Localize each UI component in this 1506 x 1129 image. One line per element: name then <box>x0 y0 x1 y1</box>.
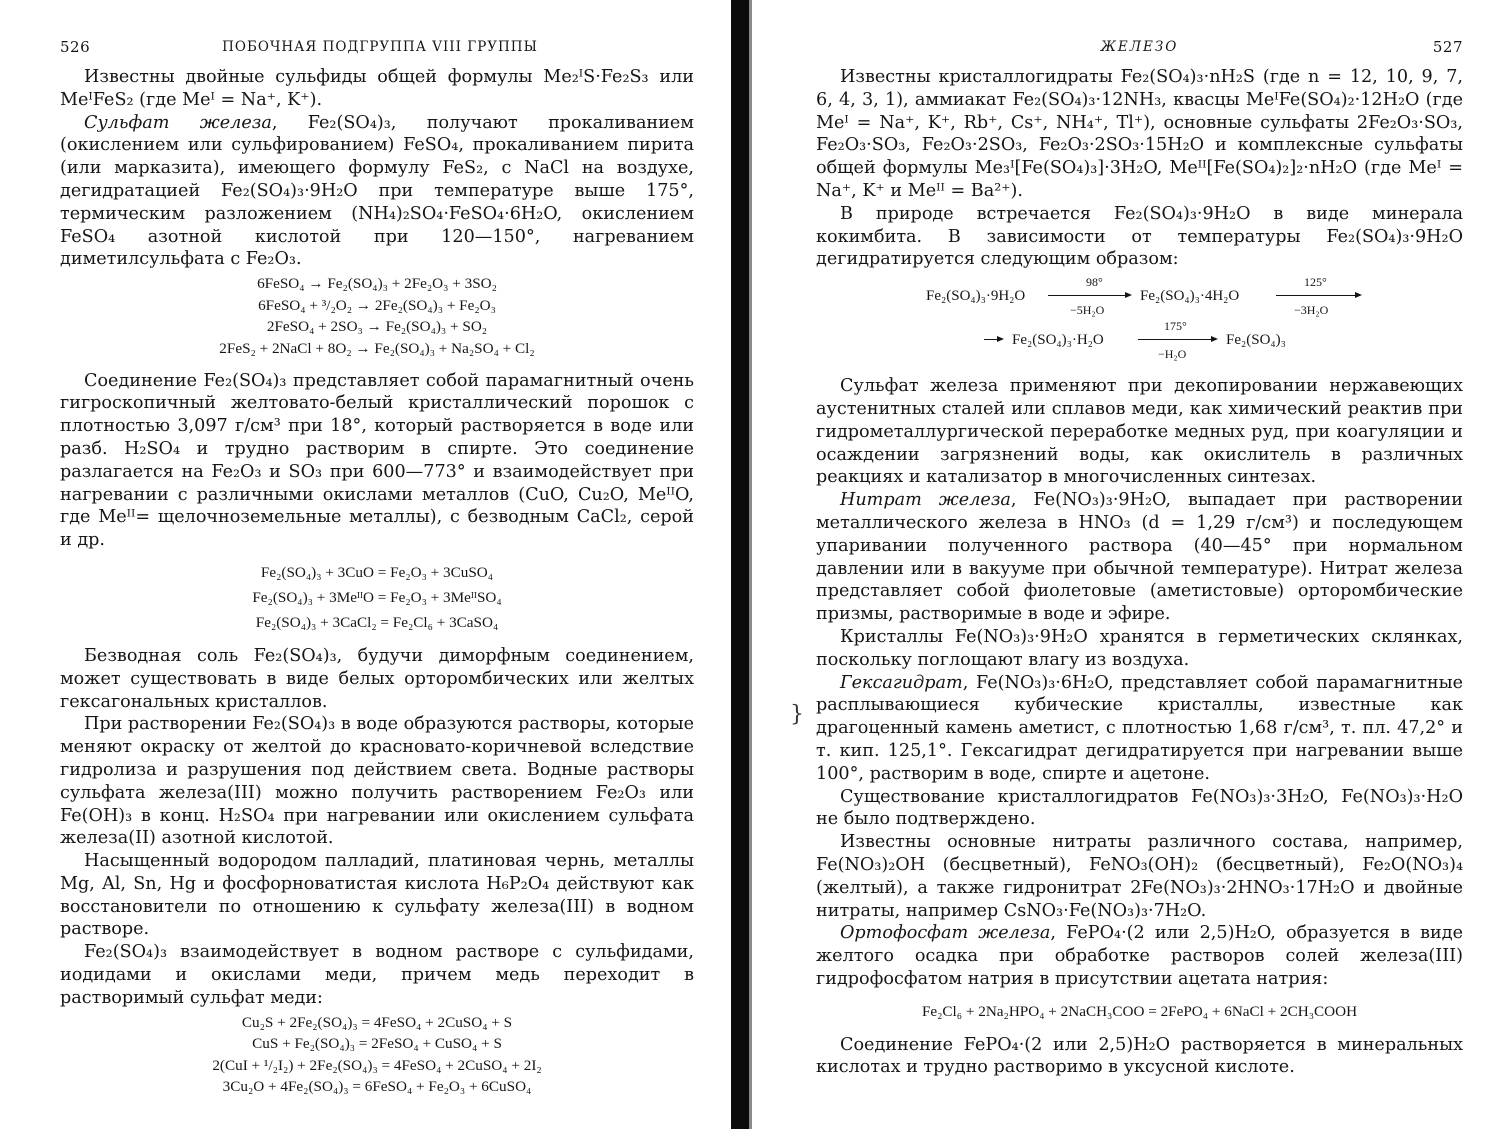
equation: 2(CuI + ¹/₂I₂) + 2Fe₂(SO₄)₃ = 4FeSO₄ + 2CuSO₄ + 2I₂ <box>212 1056 542 1074</box>
book-gutter-shadow <box>731 0 749 1129</box>
scheme-species: Fe₂(SO₄)₃ <box>1226 332 1286 349</box>
equation-block <box>60 1012 694 1098</box>
paragraph-text: , Fe(NO₃)₃·6H₂O, представляет собой парамагнитные расплывающиеся кубические кристаллы, известные как драгоценный камень аметист, с плотностью 1,68 г/см³, т. пл. 47,2° и т. кип. 125,1°. Гексагидрат дегидратируется при нагревании выше 100°, растворим в воде, спирте и ацетоне. <box>816 672 1463 784</box>
equation: 2FeSO₄ + 2SO₃ → Fe₂(SO₄)₃ + SO₂ <box>266 318 488 336</box>
left-page <box>60 32 694 1122</box>
right-page-body <box>816 66 1463 1079</box>
equation: Fe₂(SO₄)₃ + 3MeᴵᴵO = Fe₂O₃ + 3MeᴵᴵSO₄ <box>252 588 502 606</box>
left-page-header <box>60 32 694 66</box>
equation: 6FeSO₄ + ³/₂O₂ → 2Fe₂(SO₄)₃ + Fe₂O₃ <box>258 296 496 314</box>
equation-block <box>60 273 694 359</box>
equation-block <box>816 999 1463 1024</box>
equation: Cu₂S + 2Fe₂(SO₄)₃ = 4FeSO₄ + 2CuSO₄ + S <box>241 1013 513 1031</box>
term: Гексагидрат <box>840 672 963 693</box>
paragraph <box>60 112 694 272</box>
running-head: ЖЕЛЕЗО <box>1100 39 1179 55</box>
paragraph: Известны кристаллогидраты Fe₂(SO₄)₃·nH₂S (где n = 12, 10, 9, 7, 6, 4, 3, 1), аммиакат Fe₂(SO₄)₃·12NH₃, квасцы MeᴵFe(SO₄)₂·12H₂O (где Meᴵ = Na⁺, K⁺, Rb⁺, Cs⁺, NH₄⁺, Tl⁺), основные сульфаты 2Fe₂O₃·SO₃, Fe₂O₃·SO₃, Fe₂O₃·2SO₃, Fe₂O₃·2SO₃·15H₂O и комплексные сульфаты общей формулы Me₃ᴵ[Fe(SO₄)₃]·3H₂O, Meᴵᴵ[Fe(SO₄)₂]₂·nH₂O (где Meᴵ = Na⁺, K⁺ и Meᴵᴵ = Ba²⁺). <box>816 67 1463 201</box>
paragraph: Насыщенный водородом палладий, платиновая чернь, металлы Mg, Al, Sn, Hg и фосфорноватистая кислота H₆P₂O₄ действуют как восстановители по отношению к сульфату железа(III) в водном растворе. <box>60 851 694 940</box>
equation-block <box>60 560 694 635</box>
paragraph: Соединение FePO₄·(2 или 2,5)H₂O растворяется в минеральных кислотах и трудно растворимо в уксусной кислоте. <box>816 1034 1463 1078</box>
reaction-arrow <box>1138 339 1216 340</box>
pencil-margin-mark: } <box>790 702 804 727</box>
scheme-condition: −H₂O <box>1158 347 1187 362</box>
dehydration-scheme <box>816 277 1463 365</box>
equation: Fe₂(SO₄)₃ + 3CuO = Fe₂O₃ + 3CuSO₄ <box>260 563 494 581</box>
scheme-condition: 175° <box>1164 319 1187 334</box>
equation: 3Cu₂O + 4Fe₂(SO₄)₃ = 6FeSO₄ + Fe₂O₃ + 6CuSO₄ <box>222 1078 532 1096</box>
right-page <box>816 32 1463 1122</box>
scheme-species: Fe₂(SO₄)₃·9H₂O <box>926 288 1026 305</box>
term: Ортофосфат железа <box>840 923 1051 944</box>
scheme-condition: 98° <box>1086 275 1103 290</box>
right-page-header <box>816 32 1463 66</box>
paragraph-text: , Fe(NO₃)₃·9H₂O, выпадает при растворении металлического железа в HNO₃ (d = 1,29 г/см³) и последующем упаривании полученного раствора (40—45° при нормальном давлении или в вакууме при обычной температуре). Нитрат железа представляет собой фиолетовые (аметистовые) орторомбические призмы, растворимые в воде и эфире. <box>816 490 1463 625</box>
paragraph: Сульфат железа применяют при декопировании нержавеющих аустенитных сталей или сплавов меди, как химический реактив при гидрометаллургической переработке медных руд, при коагуляции и осаждении загрязнений воды, как окислитель в различных реакциях и катализатор в многочисленных синтезах. <box>816 376 1463 488</box>
paragraph: Соединение Fe₂(SO₄)₃ представляет собой парамагнитный очень гигроскопичный желтовато-белый кристаллический порошок с плотностью 3,097 г/см³ при 18°, который растворяется в воде или разб. H₂SO₄ и трудно растворим в спирте. Это соединение разлагается на Fe₂O₃ и SO₃ при 600—773° и взаимодействует при нагревании с различными окислами металлов (CuO, Cu₂O, MeᴵᴵO, где Meᴵᴵ= щелочноземельные металлы), с безводным CaCl₂, серой и др. <box>60 370 694 551</box>
paragraph: Fe₂(SO₄)₃ взаимодействует в водном растворе с сульфидами, иодидами и окислами меди, причем медь переходит в растворимый сульфат меди: <box>60 942 694 1008</box>
paragraph: Известны основные нитраты различного состава, например, Fe(NO₃)₂OH (бесцветный), FeNO₃(OH)₂ (бесцветный), Fe₂O(NO₃)₄ (желтый), а также гидронитрат 2Fe(NO₃)₃·2HNO₃·17H₂O и двойные нитраты, например CsNO₃·Fe(NO₃)₃·7H₂O. <box>816 832 1463 921</box>
page-edge <box>749 0 752 1129</box>
equation: 2FeS₂ + 2NaCl + 8O₂ → Fe₂(SO₄)₃ + Na₂SO₄ + Cl₂ <box>219 339 535 357</box>
paragraph: В природе встречается Fe₂(SO₄)₃·9H₂O в виде минерала кокимбита. В зависимости от температуры Fe₂(SO₄)₃·9H₂O дегидратируется следующим образом: <box>816 203 1463 270</box>
equation: Fe₂(SO₄)₃ + 3CaCl₂ = Fe₂Cl₆ + 3CaSO₄ <box>255 613 499 631</box>
scheme-condition: 125° <box>1304 275 1327 290</box>
equation: Fe₂Cl₆ + 2Na₂HPO₄ + 2NaCH₃COO = 2FePO₄ + 6NaCl + 2CH₃COOH <box>921 1002 1358 1020</box>
reaction-arrow <box>984 339 1002 340</box>
scheme-condition: −3H₂O <box>1294 303 1329 318</box>
paragraph: Кристаллы Fe(NO₃)₃·9H₂O хранятся в герметических склянках, поскольку поглощают влагу из воздуха. <box>816 626 1463 670</box>
left-page-body <box>60 66 694 1098</box>
paragraph: При растворении Fe₂(SO₄)₃ в воде образуются растворы, которые меняют окраску от желтой до красновато-коричневой вследствие гидролиза и разрушения под действием света. Водные растворы сульфата железа(III) можно получить растворением Fe₂O₃ или Fe(OH)₃ в конц. H₂SO₄ при нагревании или окислением сульфата железа(II) азотной кислотой. <box>60 714 694 849</box>
term: Сульфат железа <box>84 112 272 133</box>
equation: CuS + Fe₂(SO₄)₃ = 2FeSO₄ + CuSO₄ + S <box>252 1035 502 1053</box>
reaction-arrow <box>1048 295 1130 296</box>
reaction-arrow <box>1276 295 1360 296</box>
equation: 6FeSO₄ → Fe₂(SO₄)₃ + 2Fe₂O₃ + 3SO₂ <box>257 275 497 293</box>
page-number: 526 <box>60 38 91 56</box>
paragraph: Существование кристаллогидратов Fe(NO₃)₃·3H₂O, Fe(NO₃)₃·H₂O не было подтверждено. <box>816 786 1463 830</box>
scheme-condition: −5H₂O <box>1070 303 1105 318</box>
scheme-species: Fe₂(SO₄)₃·4H₂O <box>1140 288 1240 305</box>
paragraph <box>816 489 1463 626</box>
paragraph-text: , Fe₂(SO₄)₃, получают прокаливанием (окислением или сульфированием) FeSO₄, прокаливанием пирита (или марказита), имеющего формулу FeS₂, с NaCl на воздухе, дегидратацией Fe₂(SO₄)₃·9H₂O при температуре выше 175°, термическим разложением (NH₄)₂SO₄·FeSO₄·6H₂O, окислением FeSO₄ азотной кислотой при 120—150°, нагреванием диметилсульфата с Fe₂O₃. <box>60 112 694 270</box>
paragraph <box>816 672 1463 786</box>
paragraph <box>816 922 1463 990</box>
paragraph-text: , FePO₄·(2 или 2,5)H₂O, образуется в виде желтого осадка при обработке растворов солей железа(III) гидрофосфатом натрия в присутствии ацетата натрия: <box>816 923 1463 989</box>
running-head: ПОБОЧНАЯ ПОДГРУППА VIII ГРУППЫ <box>222 39 538 55</box>
paragraph: Безводная соль Fe₂(SO₄)₃, будучи диморфным соединением, может существовать в виде белых орторомбических или желтых гексагональных кристаллов. <box>60 645 694 712</box>
page-number: 527 <box>1432 38 1463 56</box>
term: Нитрат железа <box>840 490 1011 511</box>
scheme-species: Fe₂(SO₄)₃·H₂O <box>1012 332 1104 349</box>
paragraph: Известны двойные сульфиды общей формулы Me₂ᴵS·Fe₂S₃ или MeᴵFeS₂ (где Meᴵ = Na⁺, K⁺). <box>60 67 694 110</box>
